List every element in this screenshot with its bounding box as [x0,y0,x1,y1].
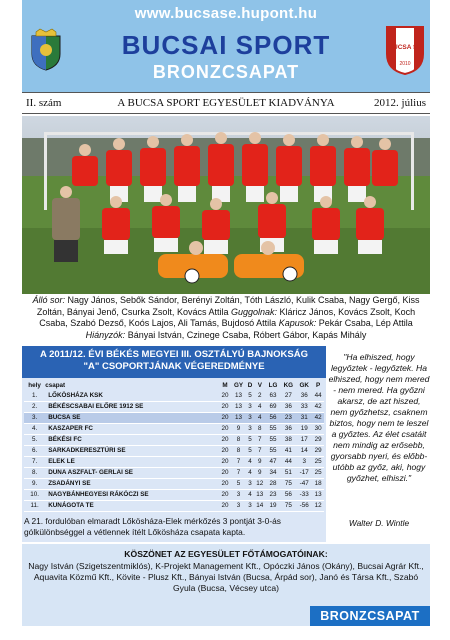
team-name: KASZAPER FC [45,423,219,434]
standings-cell: 20 [219,401,231,412]
caption-label-missing: Hiányzók: [85,329,126,340]
standings-cell: 2 [254,390,266,401]
sponsors-list: Nagy István (Szigetszentmiklós), K-Projekt Management Kft., Opóczki János (Okány), Bucsai Agrár Kft., Aquavita Közmű Kft., Kövite - Plusz Kft., Bányai István (Bucsa, Árpád sor), Janó és Társa Kft., Szabó Gyula (Bucsa, Vécsey utca) [28,561,424,593]
standings-cell: 14 [296,445,312,456]
caption-standing-names: Nagy János, Sebők Sándor, Berényi Zoltán, Tóth László, Kulik Csaba, Nagy Gergő, Kiss Zoltán, Bányai Jenő, Csurka Zsolt, Kovács Attila [36,295,420,317]
standings-cell: -47 [296,478,312,489]
team-name: LŐKÖSHÁZA KSK [45,390,219,401]
standings-cell: 23 [266,489,281,500]
team-name: BÉKÉSCSABAI ELŐRE 1912 SE [45,401,219,412]
standings-cell: 4 [246,489,254,500]
standings-note: A 21. fordulóban elmaradt Lőkösháza-Elek mérkőzés 3 pontját 3-0-ás gólkülönbséggel a vétlennek ítélt Lőkösháza csapata kapta. [24,516,281,537]
standings-row [24,467,324,478]
standings-cell: 33 [296,401,312,412]
team-name: DUNA ASZFALT- GERLAI SE [45,467,219,478]
standings-cell: 25 [312,467,324,478]
standings-cell: 8. [24,467,45,478]
team-name: ZSADÁNYI SE [45,478,219,489]
standings-cell: 4. [24,423,45,434]
standings-cell: 38 [280,434,296,445]
standings-cell: 3 [246,401,254,412]
standings-row [24,390,324,401]
standings-cell: 42 [312,401,324,412]
standings-cell: 31 [296,412,312,423]
standings-cell: 6. [24,445,45,456]
standings-title-line1: A 2011/12. ÉVI BÉKÉS MEGYEI III. OSZTÁLYÚ BAJNOKSÁG [39,349,308,360]
standings-cell: 5 [246,445,254,456]
standings-cell: 20 [219,423,231,434]
standings-cell: 63 [266,390,281,401]
standings-cell: 12 [254,478,266,489]
standings-cell: 7 [254,434,266,445]
standings-cell: 11. [24,500,45,511]
newsletter-subtitle: BRONZCSAPAT [152,62,300,82]
standings-cell: 13 [312,489,324,500]
standings-cell: 8 [231,445,246,456]
standings-heading [22,346,326,378]
standings-cell: 20 [219,412,231,423]
standings-cell: 56 [280,489,296,500]
standings-cell: 3 [231,489,246,500]
standings-column-header: hely [28,381,41,389]
standings-cell: 8 [254,423,266,434]
standings-row [24,445,324,456]
standings-cell: 13 [254,489,266,500]
standings-cell: 30 [312,423,324,434]
caption-label-crouching: Guggolnak: [230,306,278,317]
standings-cell: 3 [296,456,312,467]
standings-cell: 55 [266,445,281,456]
standings-cell: 13 [231,390,246,401]
standings-column-header: LG [268,381,278,389]
photo-caption [22,295,430,341]
standings-cell: 9 [254,456,266,467]
standings-cell: 41 [280,445,296,456]
standings-cell: 3. [24,412,45,423]
standings-cell: 4 [254,412,266,423]
standings-cell: 44 [280,456,296,467]
standings-cell: 2. [24,401,45,412]
standings-cell: 5 [246,390,254,401]
masthead [22,0,430,92]
standings-cell: 20 [219,489,231,500]
standings-cell: 55 [266,423,281,434]
standings-cell: 75 [280,478,296,489]
standings-row [24,412,324,423]
standings-cell: 3 [246,478,254,489]
club-crest-label: BUCSA SE [388,44,422,51]
sponsors-box [22,544,430,626]
standings-cell: 3 [246,500,254,511]
standings-cell: 56 [266,412,281,423]
standings-cell: 1. [24,390,45,401]
standings-cell: 3 [246,423,254,434]
standings-cell: 27 [280,390,296,401]
standings-cell: 9. [24,478,45,489]
team-name: SARKADKERESZTÚRI SE [45,445,219,456]
issue-number: II. szám [26,97,62,109]
standings-cell: 18 [312,478,324,489]
standings-cell: 36 [296,390,312,401]
team-name: ELEK LE [45,456,219,467]
standings-row [24,401,324,412]
coach-figure [52,198,80,240]
standings-column-header: P [315,381,321,389]
publisher-line: A BUCSA SPORT EGYESÜLET KIADVÁNYA [117,97,335,109]
newsletter-title: BUCSAI SPORT [121,30,331,60]
standings-cell: 19 [296,423,312,434]
footer-badge: BRONZCSAPAT [310,606,430,626]
standings-cell: 4 [246,456,254,467]
standings-cell: 44 [312,390,324,401]
standings-cell: 7. [24,456,45,467]
standings-cell: 34 [266,467,281,478]
football-icon [283,267,297,281]
standings-cell: 9 [254,467,266,478]
standings-cell: 12 [312,500,324,511]
standings-cell: 9 [231,423,246,434]
standings-row [24,500,324,511]
standings-cell: 36 [280,401,296,412]
standings-cell: 13 [231,412,246,423]
standings-cell: 29 [312,445,324,456]
caption-keeper-names: Pekár Csaba, Lép Attila [318,318,413,328]
standings-cell: 7 [254,445,266,456]
standings-cell: 10. [24,489,45,500]
standings-cell: 5 [246,434,254,445]
club-crest-icon [384,24,426,76]
standings-cell: 36 [280,423,296,434]
standings-cell: 4 [246,467,254,478]
caption-label-keepers: Kapusok: [278,318,317,328]
standings-cell: 29 [312,434,324,445]
standings-column-header: D [247,381,253,389]
standings-column-header: GY [234,381,244,389]
league-standings [22,346,326,542]
standings-cell: 3 [231,500,246,511]
standings-column-header: KG [283,381,294,389]
standings-cell: -33 [296,489,312,500]
standings-cell: -17 [296,467,312,478]
standings-cell: 3 [246,412,254,423]
issue-date: 2012. július [374,97,426,109]
standings-cell: 19 [266,500,281,511]
team-name: KUNÁGOTA TE [45,500,219,511]
standings-column-header: M [222,381,228,389]
standings-cell: 7 [231,467,246,478]
sponsors-heading: KÖSZÖNET AZ EGYESÜLET FŐTÁMOGATÓINAK: [124,549,328,559]
standings-cell: -56 [296,500,312,511]
standings-cell: 20 [219,500,231,511]
team-photo [22,116,430,294]
standings-column-header: GK [299,381,309,389]
standings-row [24,434,324,445]
standings-cell: 5 [231,478,246,489]
team-name: NAGYBÁNHEGYESI RÁKÓCZI SE [45,489,219,500]
standings-cell: 4 [254,401,266,412]
standings-cell: 25 [312,456,324,467]
standings-cell: 55 [266,434,281,445]
town-coat-of-arms-icon [26,28,66,72]
standings-cell: 20 [219,478,231,489]
standings-cell: 13 [231,401,246,412]
quote-author: Walter D. Wintle [348,518,410,528]
standings-body [24,390,324,511]
standings-cell: 69 [266,401,281,412]
team-name: BUCSA SE [45,412,219,423]
standings-cell: 8 [231,434,246,445]
motivational-quote: "Ha elhiszed, hogy legyőztek - legyőztek. Ha elhiszed, hogy nem mered - nem mered. Ha győzni akarsz, de azt hiszed, nem győzhetsz, csaknem biztos, hogy nem te leszel a győztes. Az élet csatáit nem mindig az erősebb, gyorsabb nyeri, és előbb-utóbb az győz, aki, hogy győzhet, elhiszi." [328,352,430,483]
standings-column-header: V [257,381,262,389]
team-name: BÉKÉSI FC [45,434,219,445]
site-url[interactable]: www.bucsase.hupont.hu [134,5,318,22]
standings-cell: 51 [280,467,296,478]
standings-cell: 75 [280,500,296,511]
standings-row [24,478,324,489]
standings-cell: 17 [296,434,312,445]
caption-missing-names: Bányai István, Czinege Csaba, Róbert Gábor, Kapás Mihály [127,329,367,340]
standings-header-row [24,380,324,390]
standings-cell: 20 [219,445,231,456]
standings-title-line2: "A" CSOPORTJÁNAK VÉGEREDMÉNYE [83,361,265,372]
standings-cell: 20 [219,434,231,445]
standings-row [24,489,324,500]
standings-row [24,456,324,467]
standings-cell: 7 [231,456,246,467]
standings-cell: 20 [219,467,231,478]
caption-crouching-names: Kláricz János, Kovács Zsolt, Koch Csaba, Szabó Dezső, Koós Lajos, Ali Tamás, Bujdosó Attila [39,306,416,328]
standings-cell: 14 [254,500,266,511]
standings-cell: 20 [219,456,231,467]
standings-cell: 28 [266,478,281,489]
standings-column-header: csapat [45,381,66,389]
standings-cell: 47 [266,456,281,467]
standings-cell: 23 [280,412,296,423]
caption-label-standing: Álló sor: [32,295,65,305]
standings-cell: 20 [219,390,231,401]
standings-table [24,380,324,512]
issue-bar [22,92,430,114]
standings-cell: 5. [24,434,45,445]
standings-cell: 42 [312,412,324,423]
standings-row [24,423,324,434]
club-crest-year: 2010 [399,61,411,67]
football-icon [185,269,199,283]
